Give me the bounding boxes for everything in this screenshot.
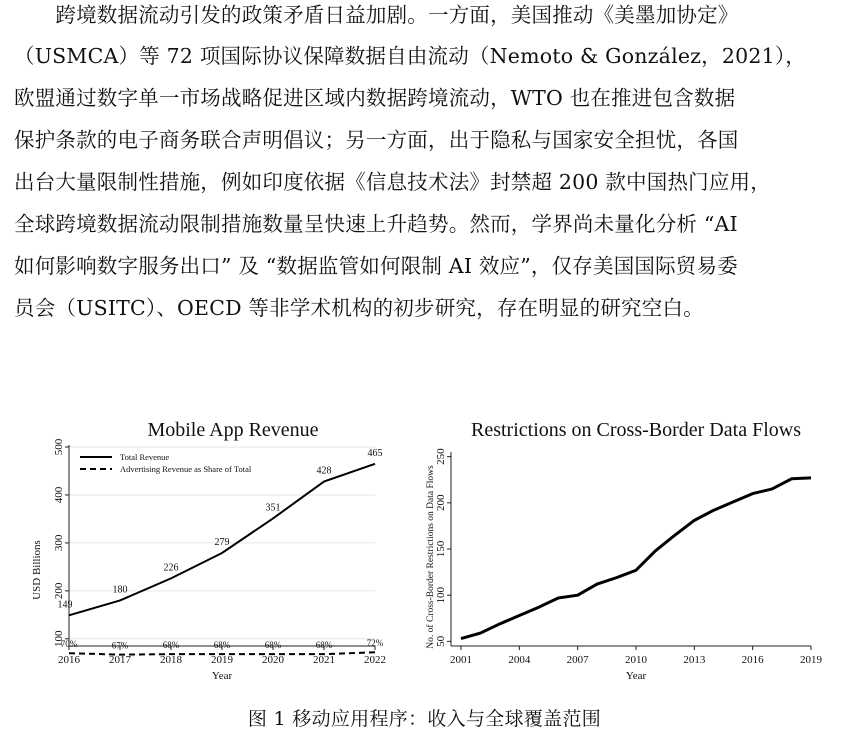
paragraph-line: 如何影响数字服务出口” 及 “数据监管如何限制 AI 效应”，仅存美国国际贸易委 [14,254,738,278]
x-tick-label: 2019 [211,654,233,666]
x-tick-label: 2018 [160,654,182,666]
paragraph-line: （USMCA）等 72 项国际协议保障数据自由流动（Nemoto & González，2021）， [14,44,806,68]
y-tick-label: 400 [53,486,65,504]
x-tick-label: 2001 [450,654,472,666]
data-label: 70% [60,639,78,650]
x-tick-label: 2016 [741,654,764,666]
figure-caption: 图 1 移动应用程序：收入与全球覆盖范围 [247,708,602,730]
x-tick-label: 2021 [313,654,335,666]
y-tick-label: 100 [435,586,447,604]
x-tick-label: 2019 [800,654,822,666]
x-tick-label: 2007 [566,654,589,666]
chart-title: Restrictions on Cross-Border Data Flows [471,419,801,441]
paragraph-line: 员会（USITC）、OECD 等非学术机构的初步研究，存在明显的研究空白。 [14,296,704,320]
data-label: 68% [213,640,231,651]
x-tick-label: 2013 [683,654,706,666]
x-tick-label: 2010 [625,654,647,666]
y-axis-label: USD Billions [31,540,43,600]
paragraph-line: 保护条款的电子商务联合声明倡议；另一方面，出于隐私与国家安全担忧，各国 [14,128,739,152]
data-label: 72% [366,638,384,649]
y-tick-label: 300 [53,534,65,552]
chart-mobile-app-revenue [0,410,420,699]
chart-left-svg [0,410,420,695]
data-label: 149 [57,599,73,611]
data-label: 68% [162,640,180,651]
data-label: 279 [214,536,230,548]
y-tick-label: 200 [435,494,447,512]
data-label: 68% [264,640,282,651]
series-line-restrictions [461,478,811,639]
x-tick-label: 2016 [58,654,80,666]
chart-right-svg [420,410,849,695]
data-label: 428 [316,465,332,477]
paragraph-line: 欧盟通过数字单一市场战略促进区域内数据跨境流动，WTO 也在推进包含数据 [14,86,736,110]
data-label: 465 [367,447,383,459]
y-tick-label: 100 [53,630,65,648]
data-label: 351 [265,502,281,514]
legend-label: Advertising Revenue as Share of Total [120,464,252,474]
legend-label: Total Revenue [120,452,170,462]
y-axis-label: No. of Cross-Border Restrictions on Data Flows [426,465,436,649]
data-label: 226 [163,562,179,574]
paragraph-line: 出台大量限制性措施，例如印度依据《信息技术法》封禁超 200 款中国热门应用， [14,170,771,194]
y-tick-label: 200 [53,582,65,600]
x-tick-label: 2022 [364,654,386,666]
y-tick-label: 50 [435,635,447,647]
chart-title: Mobile App Revenue [147,419,319,441]
chart-data-flow-restrictions [420,410,849,699]
x-tick-label: 2017 [109,654,131,666]
y-tick-label: 500 [53,438,65,456]
paragraph-line: 跨境数据流动引发的政策矛盾日益加剧。一方面，美国推动《美墨加协定》 [14,3,739,27]
x-axis-label: Year [211,670,233,682]
y-tick-label: 150 [435,540,447,558]
data-label: 68% [315,640,333,651]
x-tick-label: 2004 [508,654,531,666]
data-label: 180 [112,584,128,596]
y-tick-label: 250 [435,448,447,465]
paragraph-line: 全球跨境数据流动限制措施数量呈快速上升趋势。然而，学界尚未量化分析 “AI [14,212,738,236]
x-axis-label: Year [625,670,647,682]
x-tick-label: 2020 [262,654,284,666]
data-label: 67% [111,640,129,651]
